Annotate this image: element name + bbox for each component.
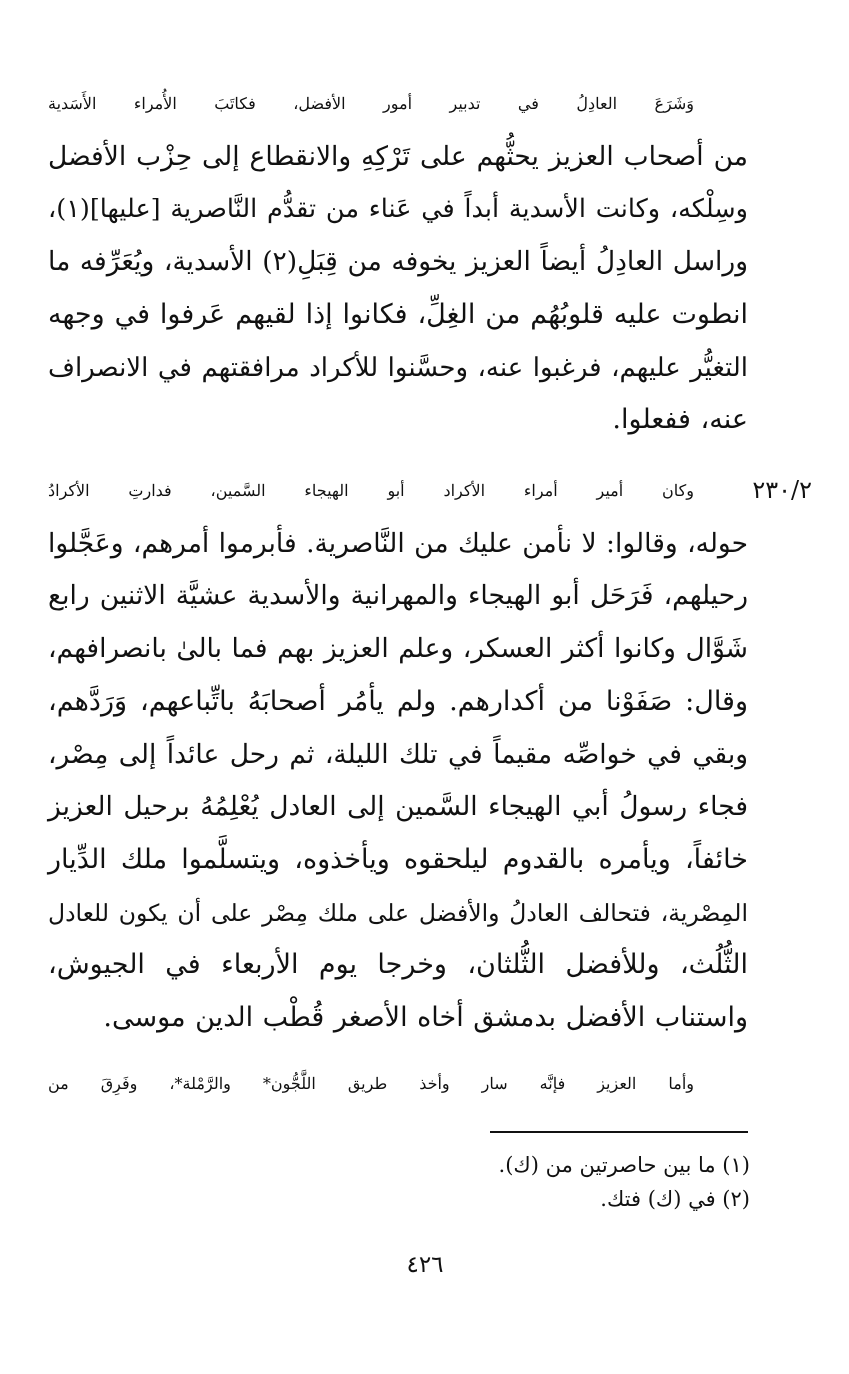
paragraph-2 [48, 465, 748, 1045]
text-line: شَوَّال وكانوا أكثر العسكر، وعلم العزيز بهم فما بالىٰ بانصرافهم، [48, 633, 748, 665]
footnote-separator [490, 1131, 748, 1133]
footnote-2: (٢) في (ك) فتك. [600, 1187, 750, 1211]
text-line: خائفاً، ويأمره بالقدوم ليلحقوه ويأخذوه، ويتسلَّموا ملك الدِّيار [48, 843, 748, 875]
text-line: وكان أمير أمراء الأكراد أبو الهيجاء السَّمين، فدارتِ الأكرادُ [48, 481, 694, 500]
text-line: وَشَرَعَ العادِلُ في تدبير أمور الأفضل، فكاتَبَ الأُمراء الأَسَدية [48, 94, 694, 113]
page-number: ٤٢٦ [406, 1252, 444, 1278]
text-line: واستناب الأفضل بدمشق أخاه الأصغر قُطْب الدين موسى. [103, 1002, 748, 1034]
text-line: وبقي في خواصِّه مقيماً في تلك الليلة، ثم رحل عائداً إلى مِصْر، [48, 738, 748, 770]
text-line: التغيُّر عليهم، فرغبوا عنه، وحسَّنوا للأكراد مرافقتهم في الانصراف [48, 352, 748, 383]
text-line: حوله، وقالوا: لا نأمن عليك من النَّاصرية. فأبرموا أمرهم، وعَجَّلوا [47, 527, 748, 559]
text-line: من أصحاب العزيز يحثُّهم على تَرْكِهِ والانقطاع إلى حِزْب الأفضل [48, 140, 748, 172]
text-line: المِصْرية، فتحالف العادلُ والأفضل على ملك مِصْر على أن يكون للعادل [48, 898, 748, 927]
marginal-reference: ٢٣٠/٢ [752, 476, 812, 504]
text-line: رحيلهم، فَرَحَل أبو الهيجاء والمهرانية والأسدية عشيَّة الاثنين رابع [48, 580, 748, 612]
text-line: وراسل العادِلُ أيضاً العزيز يخوفه من قِبَلِ(٢) الأسدية، ويُعَرِّفه ما [48, 246, 748, 278]
text-line: عنه، ففعلوا. [612, 404, 748, 436]
text-line: فجاء رسولُ أبي الهيجاء السَّمين إلى العادل يُعْلِمُهُ برحيل العزيز [48, 791, 748, 823]
text-line: وسِلْكه، وكانت الأسدية أبداً في عَناء من تقدُّم النَّاصرية [عليها](١)، [48, 194, 748, 225]
paragraph-1 [48, 78, 748, 447]
footnotes [400, 1148, 750, 1216]
text-line: وقال: صَفَوْنا من أكدارهم. ولم يأمُر أصحابَهُ باتِّباعهم، وَرَدَّهم، [48, 685, 748, 717]
text-line: وأما العزيز فإنَّه سار وأخذ طريق اللَّجُّون* والرَّمْلة*، وفَرِقَ من [48, 1074, 694, 1093]
paragraph-3 [48, 1058, 748, 1111]
text-line: الثُّلُث، وللأفضل الثُّلثان، وخرجا يوم الأربعاء في الجيوش، [48, 949, 748, 981]
text-line: انطوت عليه قلوبُهُم من الغِلِّ، فكانوا إذا لقيهم عَرفوا في وجهه [48, 298, 748, 330]
footnote-1: (١) ما بين حاصرتين من (ك). [498, 1153, 750, 1177]
